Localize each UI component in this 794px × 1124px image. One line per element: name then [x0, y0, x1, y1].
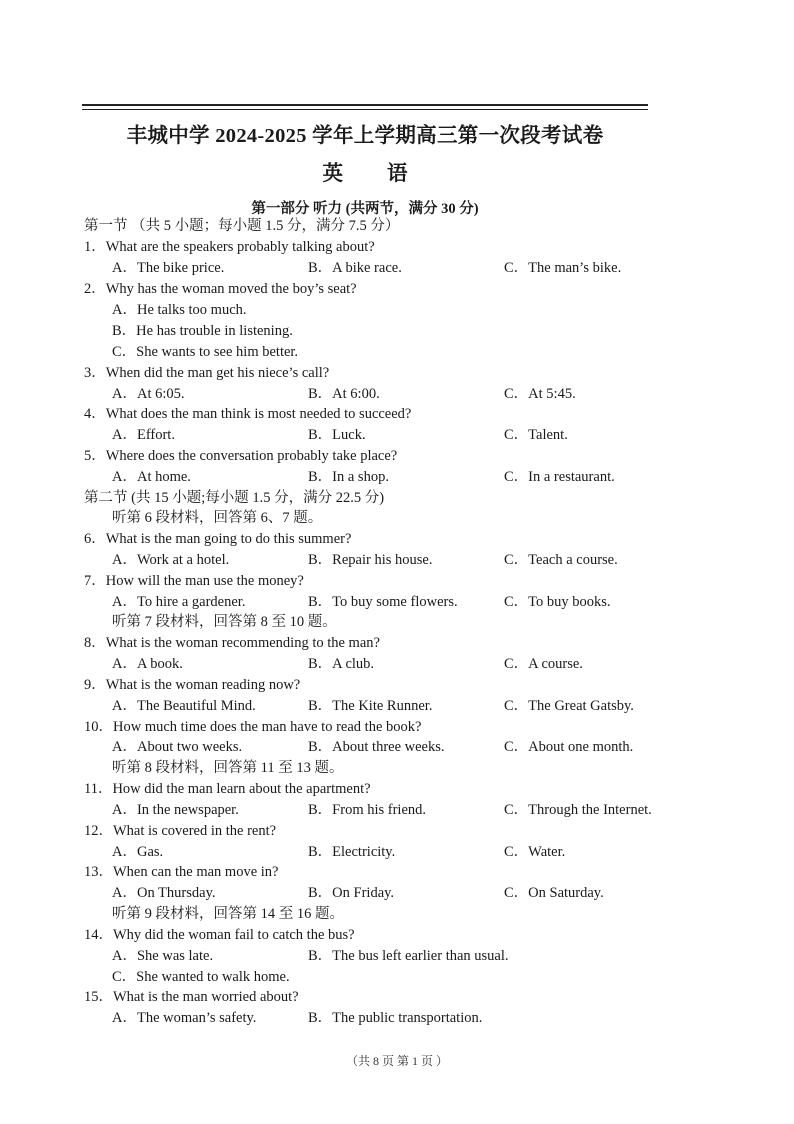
q10-option-c: C．About one month.	[504, 739, 634, 755]
q1-option-a: A．The bike price.	[112, 260, 225, 276]
question-7: 7．How will the man use the money?	[84, 573, 304, 589]
q2-option-c: C．She wants to see him better.	[112, 344, 299, 360]
q13-option-a: A．On Thursday.	[112, 885, 216, 901]
q4-option-b: B．Luck.	[308, 427, 366, 443]
q12-option-a: A．Gas.	[112, 844, 164, 860]
q5-option-b: B．In a shop.	[308, 469, 389, 485]
question-12: 12．What is covered in the rent?	[84, 823, 277, 839]
question-9: 9．What is the woman reading now?	[84, 677, 301, 693]
q12-option-b: B．Electricity.	[308, 844, 396, 860]
question-15: 15．What is the man worried about?	[84, 989, 299, 1005]
q11-option-c: C．Through the Internet.	[504, 802, 652, 818]
question-2: 2．Why has the woman moved the boy’s seat?	[84, 281, 357, 297]
q10-option-a: A．About two weeks.	[112, 739, 243, 755]
subject-char-2: 语	[387, 163, 408, 185]
q9-option-a: A．The Beautiful Mind.	[112, 698, 256, 714]
question-13: 13．When can the man move in?	[84, 864, 279, 880]
q6-option-a: A．Work at a hotel.	[112, 552, 230, 568]
question-4: 4．What does the man think is most needed to succeed?	[84, 406, 412, 422]
q6-option-b: B．Repair his house.	[308, 552, 433, 568]
exam-title: 丰城中学 2024-2025 学年上学期高三第一次段考试卷	[126, 125, 604, 147]
page-footer: （共 8 页 第 1 页 ）	[345, 1054, 448, 1068]
header-rule-thin	[82, 109, 648, 110]
question-14: 14．Why did the woman fail to catch the bus?	[84, 927, 355, 943]
q13-option-b: B．On Friday.	[308, 885, 395, 901]
q1-option-b: B．A bike race.	[308, 260, 402, 276]
q14-option-a: A．She was late.	[112, 948, 214, 964]
q15-option-b: B．The public transportation.	[308, 1010, 483, 1026]
q13-option-c: C．On Saturday.	[504, 885, 604, 901]
q8-option-b: B．A club.	[308, 656, 375, 672]
q3-option-a: A．At 6:05.	[112, 386, 185, 402]
question-11: 11．How did the man learn about the apartment?	[84, 781, 371, 797]
q15-option-a: A．The woman’s safety.	[112, 1010, 257, 1026]
q3-option-c: C．At 5:45.	[504, 386, 576, 402]
q7-option-a: A．To hire a gardener.	[112, 594, 246, 610]
part-title: 第一部分 听力 (共两节，满分 30 分)	[251, 201, 479, 217]
q11-option-a: A．In the newspaper.	[112, 802, 239, 818]
q9-option-c: C．The Great Gatsby.	[504, 698, 634, 714]
q14-option-c: C．She wanted to walk home.	[112, 969, 290, 985]
q9-option-b: B．The Kite Runner.	[308, 698, 433, 714]
question-1: 1．What are the speakers probably talking about?	[84, 239, 375, 255]
section-2-heading: 第二节 (共 15 小题;每小题 1.5 分，满分 22.5 分)	[84, 490, 385, 506]
q10-option-b: B．About three weeks.	[308, 739, 445, 755]
question-8: 8．What is the woman recommending to the man?	[84, 635, 380, 651]
q11-option-b: B．From his friend.	[308, 802, 427, 818]
section-1-heading: 第一节 （共 5 小题；每小题 1.5 分，满分 7.5 分）	[84, 218, 400, 234]
q7-option-b: B．To buy some flowers.	[308, 594, 458, 610]
q5-option-c: C．In a restaurant.	[504, 469, 615, 485]
listening-note-9: 听第 9 段材料，回答第 14 至 16 题。	[112, 906, 344, 922]
q14-option-b: B．The bus left earlier than usual.	[308, 948, 509, 964]
q4-option-c: C．Talent.	[504, 427, 568, 443]
header-rule-thick	[82, 104, 648, 106]
q4-option-a: A．Effort.	[112, 427, 175, 443]
q1-option-c: C．The man’s bike.	[504, 260, 622, 276]
q8-option-c: C．A course.	[504, 656, 583, 672]
question-3: 3．When did the man get his niece’s call?	[84, 365, 330, 381]
q7-option-c: C．To buy books.	[504, 594, 611, 610]
q12-option-c: C．Water.	[504, 844, 566, 860]
q3-option-b: B．At 6:00.	[308, 386, 380, 402]
q2-option-a: A．He talks too much.	[112, 302, 247, 318]
subject-char-1: 英	[322, 163, 343, 185]
q8-option-a: A．A book.	[112, 656, 183, 672]
listening-note-8: 听第 8 段材料，回答第 11 至 13 题。	[112, 760, 344, 776]
q2-option-b: B．He has trouble in listening.	[112, 323, 293, 339]
question-6: 6．What is the man going to do this summer?	[84, 531, 352, 547]
q5-option-a: A．At home.	[112, 469, 191, 485]
question-5: 5．Where does the conversation probably take place?	[84, 448, 398, 464]
q6-option-c: C．Teach a course.	[504, 552, 618, 568]
subject-title	[0, 156, 730, 186]
listening-note-7: 听第 7 段材料，回答第 8 至 10 题。	[112, 614, 337, 630]
question-10: 10．How much time does the man have to read the book?	[84, 719, 422, 735]
listening-note-6: 听第 6 段材料，回答第 6、7 题。	[112, 510, 323, 526]
